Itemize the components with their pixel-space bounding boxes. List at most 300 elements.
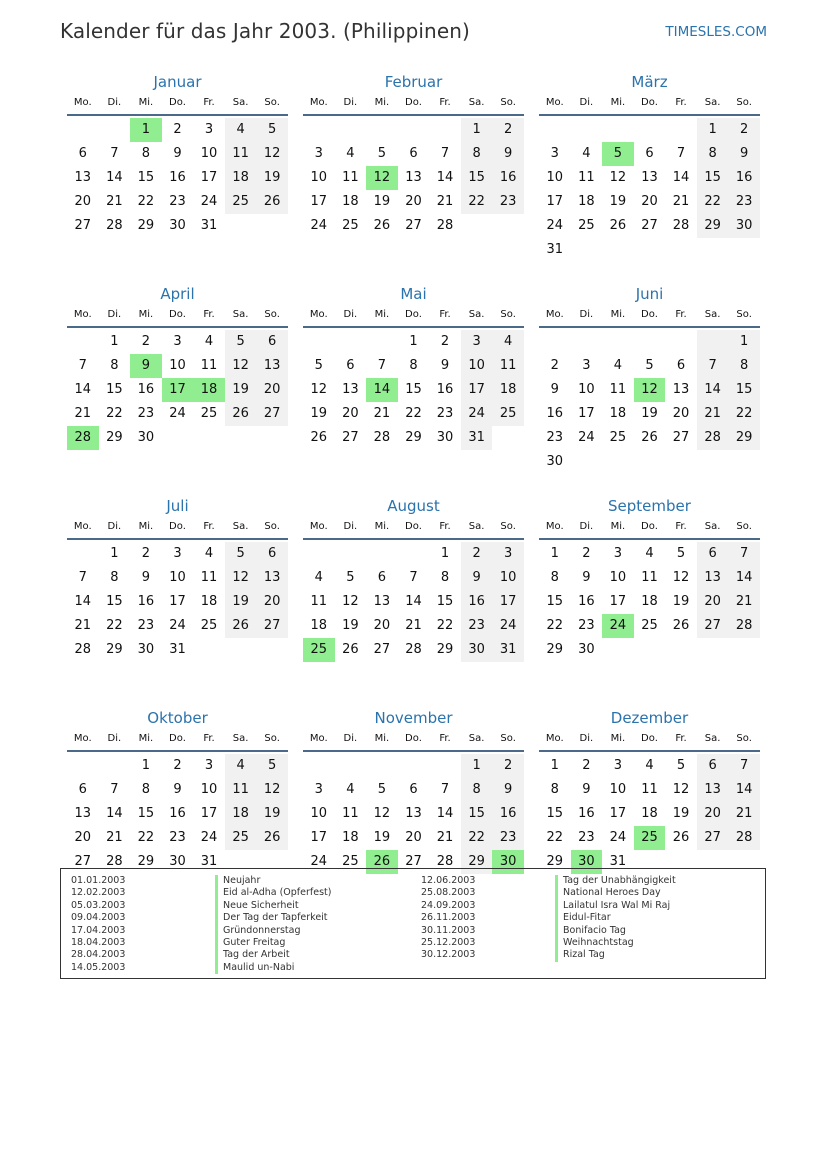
day-cell: 10 bbox=[609, 570, 627, 585]
legend-left-names bbox=[215, 875, 331, 974]
day-grid bbox=[539, 540, 760, 662]
weekday-label: Fr. bbox=[203, 733, 215, 744]
weekday-row bbox=[303, 92, 524, 116]
empty-cell bbox=[366, 542, 398, 566]
day-cell: 7 bbox=[409, 570, 418, 585]
day-cell: 27 bbox=[256, 402, 288, 426]
day-cell: 25 bbox=[342, 854, 359, 869]
day-cell: 22 bbox=[106, 406, 123, 421]
weekday-label: Do. bbox=[169, 521, 186, 532]
day-cell: 9 bbox=[550, 382, 559, 397]
weekday-label: Sa. bbox=[468, 733, 485, 744]
day-cell: 11 bbox=[200, 358, 218, 373]
weekday-label: Mo. bbox=[73, 521, 92, 532]
day-cell: 23 bbox=[137, 618, 155, 633]
day-cell: 20 bbox=[697, 590, 729, 614]
day-cell: 21 bbox=[74, 618, 92, 633]
legend-holiday-name: Tag der Unabhängigkeit bbox=[555, 875, 676, 887]
month-name: Oktober bbox=[147, 709, 208, 727]
day-cell: 26 bbox=[373, 218, 391, 233]
day-cell: 2 bbox=[492, 754, 524, 778]
weekday-label: Di. bbox=[343, 97, 358, 108]
day-cell: 15 bbox=[106, 594, 123, 609]
legend-date: 18.04.2003 bbox=[71, 936, 126, 948]
day-cell: 9 bbox=[173, 782, 182, 797]
empty-cell bbox=[398, 118, 430, 142]
empty-cell bbox=[398, 542, 430, 566]
day-cell: 14 bbox=[74, 382, 92, 397]
day-cell: 14 bbox=[697, 378, 729, 402]
day-cell: 2 bbox=[440, 334, 450, 349]
empty-cell bbox=[697, 330, 729, 354]
weekday-label: Fr. bbox=[675, 521, 687, 532]
page-title: Kalender für das Jahr 2003. (Philippinen) bbox=[60, 19, 470, 43]
day-cell: 18 bbox=[342, 830, 359, 845]
day-cell: 25 bbox=[609, 430, 627, 445]
day-cell: 8 bbox=[550, 570, 559, 585]
day-cell: 29 bbox=[106, 430, 123, 445]
day-cell: 13 bbox=[256, 566, 288, 590]
holiday-day: 18 bbox=[193, 378, 225, 402]
day-cell: 20 bbox=[641, 194, 658, 209]
day-grid bbox=[539, 116, 760, 262]
weekday-label: Mi. bbox=[138, 733, 154, 744]
day-cell: 16 bbox=[578, 806, 595, 821]
day-cell: 3 bbox=[204, 122, 214, 137]
day-cell: 23 bbox=[436, 406, 454, 421]
day-cell: 10 bbox=[546, 170, 564, 185]
day-cell: 28 bbox=[106, 218, 123, 233]
day-cell: 4 bbox=[314, 570, 323, 585]
day-cell: 20 bbox=[74, 194, 92, 209]
day-cell: 24 bbox=[310, 218, 328, 233]
day-cell: 21 bbox=[436, 194, 454, 209]
day-cell: 5 bbox=[377, 146, 387, 161]
month-name: Juni bbox=[635, 285, 664, 303]
day-cell: 14 bbox=[728, 778, 760, 802]
day-cell: 30 bbox=[169, 218, 186, 233]
empty-cell bbox=[335, 542, 367, 566]
day-cell: 25 bbox=[641, 618, 658, 633]
day-cell: 18 bbox=[641, 806, 658, 821]
day-cell: 20 bbox=[74, 830, 92, 845]
empty-cell bbox=[634, 330, 666, 354]
day-cell: 19 bbox=[672, 806, 690, 821]
day-cell: 13 bbox=[373, 594, 391, 609]
day-cell: 17 bbox=[310, 194, 328, 209]
months-grid bbox=[67, 73, 760, 921]
day-cell: 16 bbox=[169, 806, 186, 821]
legend-date: 12.02.2003 bbox=[71, 887, 126, 899]
day-cell: 4 bbox=[204, 546, 214, 561]
empty-cell bbox=[665, 330, 697, 354]
day-cell: 23 bbox=[578, 618, 595, 633]
day-cell: 12 bbox=[256, 778, 288, 802]
day-cell: 9 bbox=[582, 782, 591, 797]
empty-cell bbox=[366, 330, 398, 354]
day-cell: 8 bbox=[728, 354, 760, 378]
day-cell: 12 bbox=[373, 806, 391, 821]
weekday-label: Mo. bbox=[309, 733, 328, 744]
weekday-label: Fr. bbox=[439, 309, 451, 320]
day-cell: 27 bbox=[405, 218, 422, 233]
day-cell: 6 bbox=[256, 330, 288, 354]
day-cell: 8 bbox=[461, 778, 493, 802]
weekday-label: Mo. bbox=[545, 309, 564, 320]
weekday-label: Sa. bbox=[704, 309, 721, 320]
legend-right-names bbox=[555, 875, 676, 962]
weekday-label: Di. bbox=[107, 733, 122, 744]
empty-cell bbox=[602, 330, 634, 354]
legend-holiday-name: Maulid un-Nabi bbox=[215, 962, 331, 974]
day-cell: 15 bbox=[697, 166, 729, 190]
day-cell: 19 bbox=[609, 194, 627, 209]
weekday-label: Mi. bbox=[610, 97, 626, 108]
day-cell: 11 bbox=[310, 594, 328, 609]
day-cell: 28 bbox=[373, 430, 391, 445]
day-cell: 24 bbox=[578, 430, 595, 445]
weekday-label: So. bbox=[500, 97, 516, 108]
legend-date: 05.03.2003 bbox=[71, 899, 126, 911]
weekday-label: Fr. bbox=[203, 309, 215, 320]
weekday-label: Do. bbox=[405, 521, 422, 532]
legend-date: 01.01.2003 bbox=[71, 875, 126, 886]
holiday-day: 1 bbox=[130, 118, 162, 142]
day-cell: 28 bbox=[405, 642, 422, 657]
weekday-row bbox=[303, 728, 524, 752]
legend-holiday-name: Eid al-Adha (Opferfest) bbox=[215, 887, 331, 899]
day-cell: 11 bbox=[641, 570, 658, 585]
legend-date: 14.05.2003 bbox=[71, 961, 126, 973]
weekday-label: So. bbox=[264, 309, 280, 320]
weekday-label: Mi. bbox=[610, 309, 626, 320]
weekday-label: Mo. bbox=[545, 97, 564, 108]
month-3 bbox=[67, 285, 288, 497]
empty-cell bbox=[539, 330, 571, 354]
day-cell: 27 bbox=[74, 218, 92, 233]
day-cell: 10 bbox=[461, 354, 493, 378]
day-cell: 4 bbox=[346, 782, 355, 797]
day-cell: 10 bbox=[609, 782, 627, 797]
day-cell: 28 bbox=[697, 426, 729, 450]
empty-cell bbox=[303, 542, 335, 566]
day-cell: 25 bbox=[225, 826, 257, 850]
day-cell: 19 bbox=[225, 378, 257, 402]
weekday-label: Sa. bbox=[468, 97, 485, 108]
day-cell: 22 bbox=[728, 402, 760, 426]
day-cell: 9 bbox=[440, 358, 450, 373]
day-cell: 4 bbox=[225, 118, 257, 142]
day-cell: 12 bbox=[342, 594, 359, 609]
day-cell: 23 bbox=[492, 190, 524, 214]
legend-holiday-name: Lailatul Isra Wal Mi Raj bbox=[555, 900, 676, 912]
day-cell: 6 bbox=[645, 146, 654, 161]
day-cell: 6 bbox=[346, 358, 355, 373]
day-cell: 17 bbox=[461, 378, 493, 402]
day-cell: 18 bbox=[200, 594, 218, 609]
day-cell: 11 bbox=[492, 354, 524, 378]
month-name: März bbox=[631, 73, 668, 91]
holiday-day: 25 bbox=[634, 826, 666, 850]
day-cell: 10 bbox=[200, 146, 218, 161]
weekday-label: Do. bbox=[169, 309, 186, 320]
weekday-row bbox=[67, 516, 288, 540]
day-grid bbox=[303, 116, 524, 238]
day-cell: 10 bbox=[169, 358, 186, 373]
day-grid bbox=[303, 540, 524, 662]
empty-cell bbox=[335, 118, 367, 142]
day-cell: 4 bbox=[645, 758, 654, 773]
day-cell: 26 bbox=[310, 430, 328, 445]
day-cell: 8 bbox=[110, 358, 119, 373]
day-cell: 22 bbox=[436, 618, 454, 633]
weekday-label: Sa. bbox=[704, 521, 721, 532]
day-cell: 25 bbox=[200, 618, 218, 633]
weekday-label: So. bbox=[500, 309, 516, 320]
day-cell: 13 bbox=[697, 778, 729, 802]
day-cell: 17 bbox=[200, 170, 218, 185]
day-cell: 9 bbox=[728, 142, 760, 166]
weekday-label: Di. bbox=[579, 521, 594, 532]
day-cell: 17 bbox=[169, 594, 186, 609]
weekday-label: Sa. bbox=[232, 521, 249, 532]
weekday-label: Do. bbox=[405, 309, 422, 320]
day-cell: 21 bbox=[436, 830, 454, 845]
day-cell: 22 bbox=[405, 406, 422, 421]
day-cell: 12 bbox=[225, 566, 257, 590]
empty-cell bbox=[67, 542, 99, 566]
day-cell: 18 bbox=[578, 194, 595, 209]
day-cell: 3 bbox=[314, 146, 323, 161]
day-cell: 30 bbox=[169, 854, 186, 869]
day-cell: 16 bbox=[137, 382, 155, 397]
month-name: Januar bbox=[153, 73, 202, 91]
day-cell: 14 bbox=[106, 170, 123, 185]
weekday-label: So. bbox=[264, 733, 280, 744]
day-cell: 7 bbox=[440, 782, 450, 797]
empty-cell bbox=[303, 118, 335, 142]
day-cell: 30 bbox=[436, 430, 454, 445]
day-cell: 27 bbox=[641, 218, 658, 233]
day-cell: 17 bbox=[310, 830, 328, 845]
day-cell: 23 bbox=[492, 826, 524, 850]
weekday-label: Mi. bbox=[610, 733, 626, 744]
day-cell: 16 bbox=[461, 590, 493, 614]
day-cell: 9 bbox=[582, 570, 591, 585]
holiday-day: 24 bbox=[602, 614, 634, 638]
site-link[interactable]: TIMESLES.COM bbox=[665, 24, 767, 40]
day-cell: 22 bbox=[106, 618, 123, 633]
day-cell: 6 bbox=[377, 570, 387, 585]
day-cell: 13 bbox=[74, 170, 92, 185]
day-cell: 2 bbox=[141, 334, 151, 349]
weekday-label: So. bbox=[500, 733, 516, 744]
day-cell: 9 bbox=[492, 778, 524, 802]
day-cell: 1 bbox=[697, 118, 729, 142]
legend-holiday-name: Neue Sicherheit bbox=[215, 900, 331, 912]
empty-cell bbox=[303, 754, 335, 778]
holiday-day: 5 bbox=[602, 142, 634, 166]
day-cell: 11 bbox=[225, 778, 257, 802]
empty-cell bbox=[571, 118, 603, 142]
weekday-label: So. bbox=[500, 521, 516, 532]
day-cell: 3 bbox=[550, 146, 559, 161]
day-cell: 2 bbox=[492, 118, 524, 142]
day-cell: 30 bbox=[546, 454, 564, 469]
month-1 bbox=[303, 73, 524, 285]
weekday-label: Mo. bbox=[309, 309, 328, 320]
legend-date: 24.09.2003 bbox=[421, 899, 476, 911]
weekday-row bbox=[303, 304, 524, 328]
month-4 bbox=[303, 285, 524, 497]
day-cell: 16 bbox=[546, 406, 564, 421]
day-cell: 2 bbox=[728, 118, 760, 142]
legend-date: 26.11.2003 bbox=[421, 912, 476, 924]
day-cell: 9 bbox=[141, 570, 151, 585]
day-cell: 29 bbox=[137, 218, 155, 233]
day-cell: 19 bbox=[342, 618, 359, 633]
day-cell: 12 bbox=[672, 782, 690, 797]
day-cell: 26 bbox=[342, 642, 359, 657]
day-cell: 24 bbox=[492, 614, 524, 638]
month-7 bbox=[303, 497, 524, 709]
empty-cell bbox=[67, 118, 99, 142]
empty-cell bbox=[67, 330, 99, 354]
day-cell: 25 bbox=[200, 406, 218, 421]
weekday-row bbox=[67, 728, 288, 752]
weekday-row bbox=[67, 92, 288, 116]
day-cell: 29 bbox=[697, 214, 729, 238]
day-cell: 1 bbox=[550, 546, 559, 561]
weekday-label: Di. bbox=[579, 97, 594, 108]
day-cell: 11 bbox=[641, 782, 658, 797]
day-cell: 8 bbox=[697, 142, 729, 166]
day-cell: 5 bbox=[256, 118, 288, 142]
weekday-label: Sa. bbox=[468, 309, 485, 320]
day-cell: 31 bbox=[461, 426, 493, 450]
day-cell: 25 bbox=[492, 402, 524, 426]
day-cell: 2 bbox=[141, 546, 151, 561]
day-cell: 19 bbox=[373, 830, 391, 845]
empty-cell bbox=[99, 118, 131, 142]
weekday-label: Fr. bbox=[439, 97, 451, 108]
day-cell: 4 bbox=[582, 146, 591, 161]
day-cell: 5 bbox=[676, 758, 686, 773]
day-cell: 6 bbox=[78, 782, 87, 797]
legend-date: 09.04.2003 bbox=[71, 912, 126, 924]
weekday-label: Di. bbox=[107, 309, 122, 320]
day-cell: 3 bbox=[492, 542, 524, 566]
day-cell: 2 bbox=[173, 758, 182, 773]
day-cell: 18 bbox=[641, 594, 658, 609]
day-cell: 24 bbox=[546, 218, 564, 233]
day-cell: 15 bbox=[546, 594, 564, 609]
day-cell: 24 bbox=[461, 402, 493, 426]
day-cell: 27 bbox=[697, 826, 729, 850]
day-cell: 2 bbox=[461, 542, 493, 566]
weekday-label: Mo. bbox=[309, 97, 328, 108]
day-cell: 28 bbox=[74, 642, 92, 657]
day-cell: 31 bbox=[200, 854, 218, 869]
day-cell: 21 bbox=[697, 402, 729, 426]
day-cell: 8 bbox=[440, 570, 450, 585]
day-cell: 21 bbox=[74, 406, 92, 421]
day-cell: 4 bbox=[204, 334, 214, 349]
day-cell: 20 bbox=[405, 830, 422, 845]
day-cell: 30 bbox=[137, 642, 155, 657]
day-cell: 26 bbox=[672, 618, 690, 633]
day-cell: 7 bbox=[78, 570, 87, 585]
day-cell: 8 bbox=[141, 782, 151, 797]
day-cell: 23 bbox=[461, 614, 493, 638]
day-cell: 8 bbox=[141, 146, 151, 161]
day-cell: 26 bbox=[609, 218, 627, 233]
empty-cell bbox=[335, 330, 367, 354]
legend-holiday-name: Guter Freitag bbox=[215, 937, 331, 949]
day-cell: 15 bbox=[137, 170, 155, 185]
day-cell: 23 bbox=[169, 830, 186, 845]
day-grid bbox=[539, 752, 760, 874]
day-cell: 5 bbox=[645, 358, 654, 373]
day-grid bbox=[67, 116, 288, 238]
weekday-label: Mi. bbox=[138, 97, 154, 108]
day-cell: 9 bbox=[173, 146, 182, 161]
day-cell: 29 bbox=[436, 642, 454, 657]
day-cell: 8 bbox=[461, 142, 493, 166]
weekday-label: Mi. bbox=[374, 97, 390, 108]
day-cell: 13 bbox=[405, 170, 422, 185]
day-cell: 31 bbox=[492, 638, 524, 662]
holiday-day: 14 bbox=[366, 378, 398, 402]
day-cell: 3 bbox=[173, 546, 182, 561]
month-5 bbox=[539, 285, 760, 497]
day-cell: 9 bbox=[492, 142, 524, 166]
empty-cell bbox=[602, 118, 634, 142]
weekday-label: Mi. bbox=[374, 733, 390, 744]
weekday-row bbox=[539, 516, 760, 540]
day-grid bbox=[67, 752, 288, 874]
day-cell: 17 bbox=[609, 806, 627, 821]
month-name: Februar bbox=[384, 73, 443, 91]
day-cell: 15 bbox=[436, 594, 454, 609]
holiday-day: 12 bbox=[634, 378, 666, 402]
day-cell: 1 bbox=[409, 334, 418, 349]
legend-left-dates bbox=[71, 875, 125, 974]
empty-cell bbox=[303, 330, 335, 354]
empty-cell bbox=[665, 118, 697, 142]
weekday-label: Do. bbox=[641, 733, 658, 744]
weekday-row bbox=[303, 516, 524, 540]
day-cell: 15 bbox=[137, 806, 155, 821]
day-cell: 19 bbox=[225, 590, 257, 614]
day-cell: 20 bbox=[256, 378, 288, 402]
weekday-label: Di. bbox=[107, 97, 122, 108]
day-cell: 6 bbox=[676, 358, 686, 373]
weekday-label: Mo. bbox=[73, 733, 92, 744]
day-cell: 8 bbox=[550, 782, 559, 797]
day-cell: 24 bbox=[169, 406, 186, 421]
weekday-label: Fr. bbox=[203, 97, 215, 108]
weekday-label: So. bbox=[736, 733, 752, 744]
day-cell: 3 bbox=[613, 758, 623, 773]
day-grid bbox=[67, 540, 288, 662]
legend-date: 30.12.2003 bbox=[421, 949, 476, 961]
day-cell: 5 bbox=[225, 330, 257, 354]
day-cell: 1 bbox=[550, 758, 559, 773]
weekday-label: Sa. bbox=[232, 733, 249, 744]
day-cell: 7 bbox=[676, 146, 686, 161]
day-cell: 11 bbox=[342, 170, 359, 185]
